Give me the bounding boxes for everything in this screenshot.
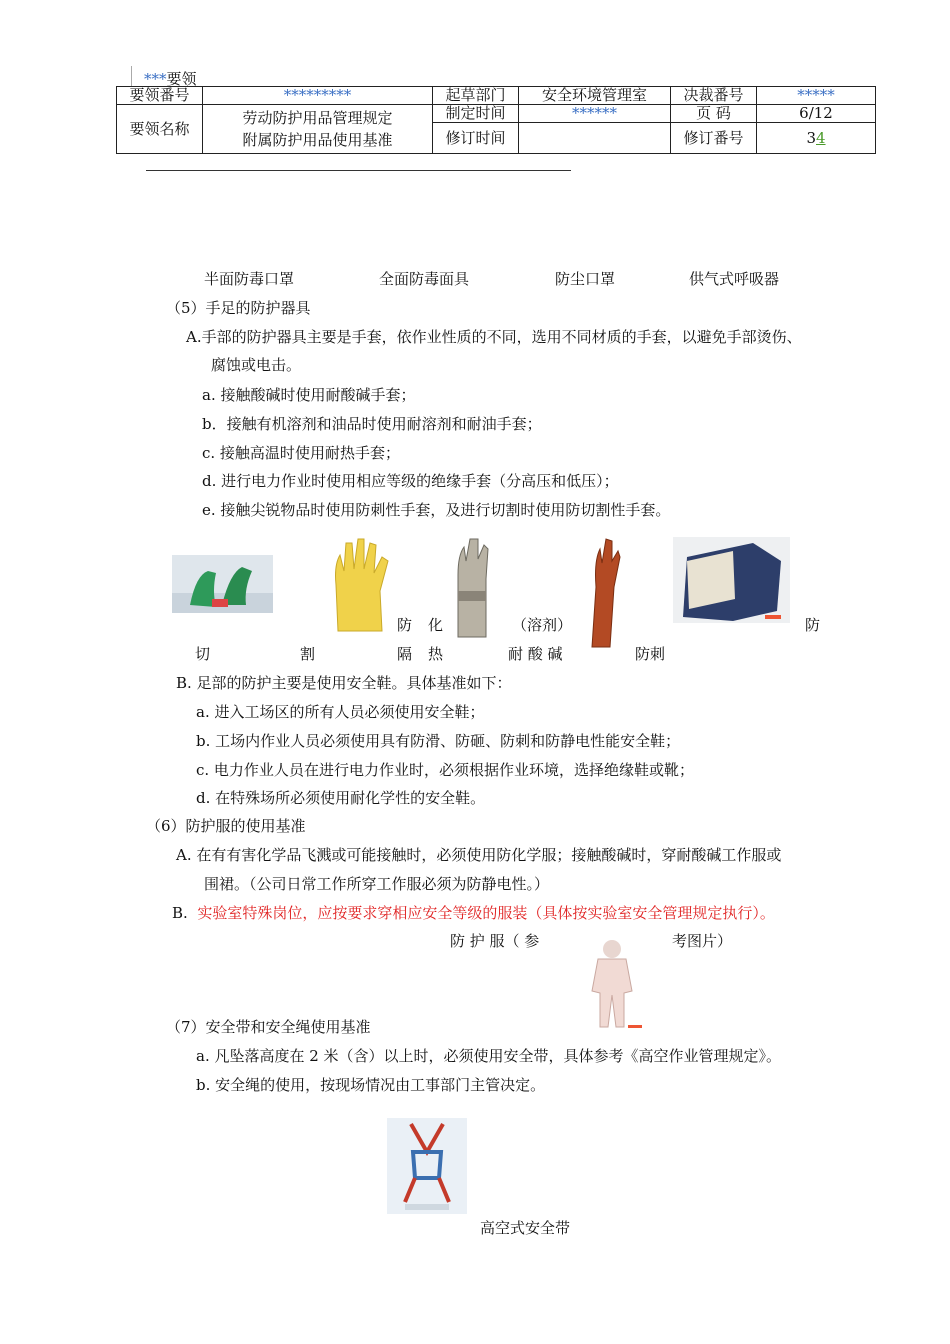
label-revision: 修订番号 [671, 123, 757, 154]
revised-date [519, 123, 671, 154]
s5-item-d: d. 进行电力作业时使用相应等级的绝缘手套（分高压和低压）； [202, 472, 619, 490]
suit-caption-1: 防 护 服（ 参 [450, 932, 540, 950]
caption-half-mask: 半面防毒口罩 [204, 270, 295, 288]
s5-B-c: c. 电力作业人员在进行电力作业时，必须根据作业环境，选择绝缘鞋或靴； [196, 761, 694, 779]
s6-B: B. 实验室特殊岗位，应按要求穿相应安全等级的服装（具体按实验室安全管理规定执行）。 [172, 904, 775, 922]
label-qie: 切 [195, 645, 211, 663]
s7-a: a. 凡坠落高度在 2 米（含）以上时，必须使用安全带，具体参考《高空作业管理规定》。 [196, 1047, 782, 1065]
label-doc-name: 要领名称 [117, 105, 203, 154]
stab-glove-photo [673, 537, 790, 623]
doc-title: ***要领 [144, 70, 197, 88]
section-7-title: （7）安全带和安全绳使用基准 [166, 1018, 371, 1036]
caption-full-mask: 全面防毒面具 [379, 270, 470, 288]
s5-item-a: a. 接触酸碱时使用耐酸碱手套； [202, 386, 416, 404]
s5-B-d: d. 在特殊场所必须使用耐化学性的安全鞋。 [196, 789, 486, 807]
label-acid: 耐 酸 碱 [508, 645, 563, 663]
label-page: 页 码 [671, 105, 757, 123]
s6-A-line1: A. 在有有害化学品飞溅或可能接触时，必须使用防化学服；接触酸碱时，穿耐酸碱工作服或 [176, 846, 782, 864]
page-number: 6/12 [757, 105, 876, 123]
revision-number: 34 [757, 123, 876, 154]
label-re: 热 [428, 645, 444, 663]
s7-b: b. 安全绳的使用，按现场情况由工事部门主管决定。 [196, 1076, 546, 1094]
s6-A-line2: 围裙。（公司日常工作所穿工作服必须为防静电性。） [204, 875, 550, 893]
label-created: 制定时间 [433, 105, 519, 123]
safety-harness-photo [387, 1118, 467, 1214]
created-date: ****** [519, 105, 671, 123]
s5-B: B. 足部的防护主要是使用安全鞋。具体基准如下： [176, 674, 512, 692]
doc-name: 劳动防护用品管理规定 附属防护用品使用基准 [203, 105, 433, 154]
s5-item-e: e. 接触尖锐物品时使用防刺性手套，及进行切割时使用防切割性手套。 [202, 501, 671, 519]
caption-air-respirator: 供气式呼吸器 [689, 270, 780, 288]
label-fangci: 防刺 [635, 645, 666, 663]
cut-glove-photo [172, 555, 273, 613]
s5-A-line1: A.手部的防护器具主要是手套，依作业性质的不同，选用不同材质的手套，以避免手部烫伤、 [186, 328, 802, 346]
caption-dust-mask: 防尘口罩 [555, 270, 616, 288]
cut-resistant-glove-photo [328, 535, 396, 637]
protective-suit-photo [566, 935, 658, 1031]
s5-B-a: a. 进入工场区的所有人员必须使用安全鞋； [196, 703, 485, 721]
label-rongji: （溶剂） [512, 616, 573, 634]
label-fang1: 防 [397, 616, 413, 634]
header-rule [146, 170, 571, 171]
s5-item-b: b．接触有机溶剂和油品时使用耐溶剂和耐油手套； [202, 415, 542, 433]
label-approval: 决裁番号 [671, 87, 757, 105]
section-5-title: （5）手足的防护器具 [166, 299, 311, 317]
heat-glove-photo [452, 535, 492, 639]
suit-caption-2: 考图片） [672, 932, 733, 950]
label-hua: 化 [428, 616, 444, 634]
label-ge: 割 [300, 645, 316, 663]
s5-B-b: b. 工场内作业人员必须使用具有防滑、防砸、防刺和防静电性能安全鞋； [196, 732, 681, 750]
label-dept: 起草部门 [433, 87, 519, 105]
label-doc-number: 要领番号 [117, 87, 203, 105]
dept: 安全环境管理室 [519, 87, 671, 105]
acid-glove-photo [584, 537, 624, 649]
s5-A-line2: 腐蚀或电击。 [211, 356, 302, 374]
header-table [116, 86, 876, 154]
section-6-title: （6）防护服的使用基准 [146, 817, 306, 835]
label-fang2: 防 [805, 616, 821, 634]
approval-number: ***** [757, 87, 876, 105]
s5-item-c: c. 接触高温时使用耐热手套； [202, 444, 400, 462]
doc-number: ********* [203, 87, 433, 105]
label-revised: 修订时间 [433, 123, 519, 154]
harness-caption: 高空式安全带 [480, 1219, 571, 1237]
margin-mark [131, 66, 132, 86]
label-ge2: 隔 [397, 645, 413, 663]
